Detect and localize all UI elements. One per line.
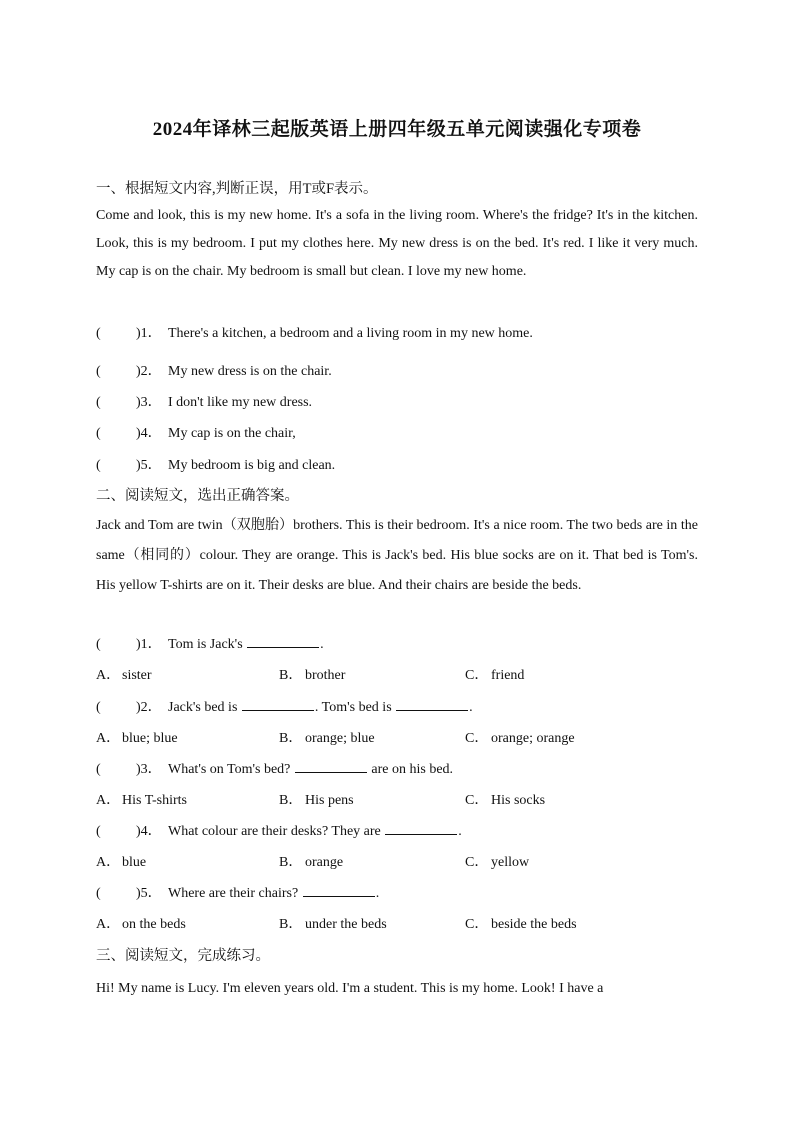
- answer-paren[interactable]: (: [96, 364, 101, 379]
- answer-blank[interactable]: [242, 698, 314, 711]
- question-number: )1．: [136, 326, 162, 341]
- question-text: .: [320, 637, 324, 652]
- option-b[interactable]: B． orange: [279, 855, 344, 870]
- answer-blank[interactable]: [385, 822, 457, 835]
- question-number: )2．: [136, 700, 162, 715]
- question-text: I don't like my new dress.: [168, 395, 313, 410]
- question-text: are on his bed.: [367, 762, 454, 777]
- option-a[interactable]: A． blue: [96, 855, 147, 870]
- s2-q4-options: [96, 851, 698, 869]
- question-text: .: [458, 824, 462, 839]
- answer-paren[interactable]: (: [96, 700, 101, 715]
- answer-paren[interactable]: (: [96, 824, 101, 839]
- answer-blank[interactable]: [396, 698, 468, 711]
- s2-question-2: [96, 696, 473, 716]
- question-text: My new dress is on the chair.: [168, 364, 332, 379]
- question-text: My bedroom is big and clean.: [168, 458, 336, 473]
- option-c[interactable]: C． beside the beds: [465, 917, 577, 932]
- question-text: My cap is on the chair,: [168, 426, 296, 441]
- section3-heading: 三、阅读短文，完成练习。: [96, 948, 270, 964]
- answer-paren[interactable]: (: [96, 637, 101, 652]
- option-c[interactable]: C． friend: [465, 668, 525, 683]
- s2-q3-options: [96, 789, 698, 807]
- question-text: What colour are their desks? They are: [168, 824, 385, 839]
- option-b[interactable]: B． under the beds: [279, 917, 387, 932]
- question-text: .: [469, 700, 473, 715]
- question-text: Jack's bed is: [168, 700, 241, 715]
- section2-passage: Jack and Tom are twin（双胞胎）brothers. This is their bedroom. It's a nice room. The two beds are in the same（相同的）colour. They are orange. This is Jack's bed. His blue socks are on it. That bed is Tom's. His yellow T-shirts are on it. Their desks are blue. And their chairs are beside the beds.: [96, 518, 698, 593]
- s1-question-4: [96, 422, 296, 442]
- s2-question-3: [96, 758, 453, 778]
- s1-question-5: [96, 454, 335, 474]
- section3-passage: Hi! My name is Lucy. I'm eleven years old. I'm a student. This is my home. Look! I have a: [96, 981, 604, 996]
- s1-question-3: [96, 391, 312, 411]
- question-number: )1．: [136, 637, 162, 652]
- s2-question-4: [96, 820, 462, 840]
- page-title: 2024年译林三起版英语上册四年级五单元阅读强化专项卷: [152, 119, 642, 140]
- s1-question-2: [96, 360, 332, 380]
- option-b[interactable]: B． orange; blue: [279, 731, 375, 746]
- section1-heading: 一、根据短文内容,判断正误，用T或F表示。: [96, 181, 378, 197]
- answer-paren[interactable]: (: [96, 458, 101, 473]
- question-number: )5．: [136, 886, 162, 901]
- question-text: What's on Tom's bed?: [168, 762, 294, 777]
- s2-q2-options: [96, 727, 698, 745]
- question-text: .: [375, 886, 380, 901]
- option-a[interactable]: A． sister: [96, 668, 152, 683]
- answer-paren[interactable]: (: [96, 426, 101, 441]
- option-c[interactable]: C． orange; orange: [465, 731, 575, 746]
- answer-blank[interactable]: [295, 760, 367, 773]
- question-number: )4．: [136, 824, 162, 839]
- question-text: Where are their chairs?: [168, 886, 302, 901]
- section2-heading: 二、阅读短文，选出正确答案。: [96, 488, 299, 504]
- option-b[interactable]: B． brother: [279, 668, 346, 683]
- question-number: )4．: [136, 426, 162, 441]
- answer-blank[interactable]: [247, 635, 319, 648]
- section1-passage: Come and look, this is my new home. It's a sofa in the living room. Where's the fridge? It's in the kitchen. Look, this is my bedroom. I put my clothes here. My new dress is on the bed. It's red. I like it very much. My cap is on the chair. My bedroom is small but clean. I love my new home.: [96, 208, 698, 279]
- s2-question-1: [96, 633, 324, 653]
- question-number: )5．: [136, 458, 162, 473]
- option-c[interactable]: C． His socks: [465, 793, 546, 808]
- question-number: )3．: [136, 762, 162, 777]
- question-text: . Tom's bed is: [314, 700, 396, 715]
- option-a[interactable]: A． blue; blue: [96, 731, 178, 746]
- s2-q1-options: [96, 664, 698, 682]
- s2-q5-options: [96, 913, 698, 931]
- answer-paren[interactable]: (: [96, 886, 101, 901]
- s1-question-1: [96, 322, 533, 342]
- answer-paren[interactable]: (: [96, 395, 101, 410]
- option-a[interactable]: A． on the beds: [96, 917, 186, 932]
- question-text: There's a kitchen, a bedroom and a living room in my new home.: [168, 326, 533, 341]
- option-c[interactable]: C． yellow: [465, 855, 530, 870]
- question-text: Tom is Jack's: [168, 637, 247, 652]
- answer-paren[interactable]: (: [96, 326, 101, 341]
- question-number: )3．: [136, 395, 162, 410]
- s2-question-5: [96, 882, 379, 902]
- answer-blank[interactable]: [303, 884, 375, 897]
- option-a[interactable]: A． His T-shirts: [96, 793, 187, 808]
- question-number: )2．: [136, 364, 162, 379]
- answer-paren[interactable]: (: [96, 762, 101, 777]
- option-b[interactable]: B． His pens: [279, 793, 354, 808]
